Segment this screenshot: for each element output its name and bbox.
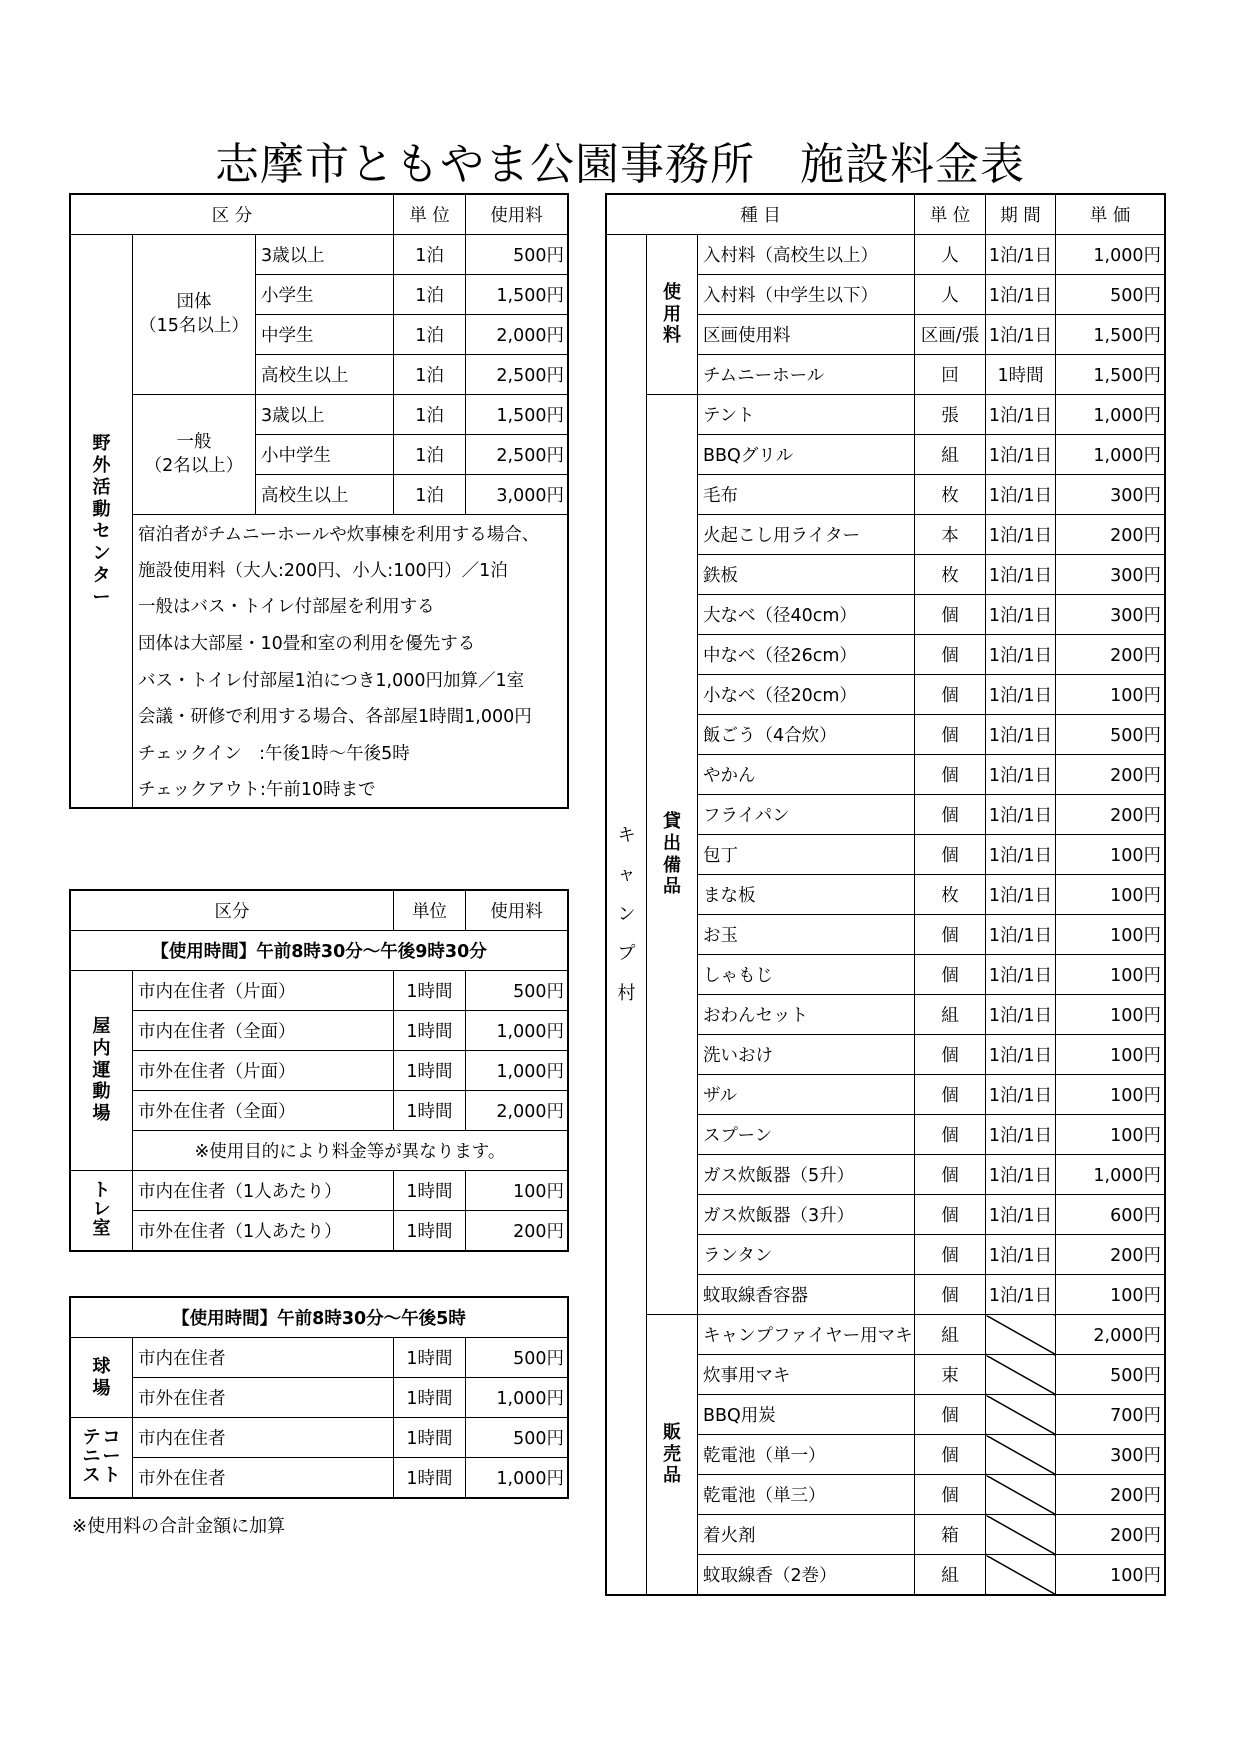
header-row	[71, 195, 568, 235]
item-cell: 炊事用マキ	[698, 1355, 915, 1395]
fee-cell: 1,000円	[466, 1051, 568, 1091]
unit-cell: 個	[915, 675, 986, 715]
item-cell: 着火剤	[698, 1515, 915, 1555]
item-cell: テント	[698, 395, 915, 435]
header-fee: 使用料	[466, 195, 568, 235]
period-cell: 1泊/1日	[986, 835, 1056, 875]
period-empty-cell	[986, 1555, 1056, 1595]
note-text: チェックアウト:午前10時まで	[133, 771, 568, 808]
period-cell: 1泊/1日	[986, 1155, 1056, 1195]
label-char: ン	[92, 542, 111, 564]
unit-cell: 個	[915, 1475, 986, 1515]
period-cell: 1泊/1日	[986, 875, 1056, 915]
section-label-tennis-col1	[71, 1418, 102, 1498]
unit-cell: 箱	[915, 1515, 986, 1555]
unit-cell: 1時間	[394, 1051, 466, 1091]
period-cell: 1泊/1日	[986, 955, 1056, 995]
label-char: 貸	[663, 810, 681, 832]
note-text: チェックイン :午後1時～午後5時	[133, 734, 568, 771]
unit-cell: 個	[915, 595, 986, 635]
label-char: 場	[92, 1103, 111, 1125]
label-char: 料	[663, 325, 681, 347]
unit-cell: 個	[915, 795, 986, 835]
header-period: 期 間	[986, 195, 1056, 235]
unit-cell: 個	[915, 635, 986, 675]
period-empty-cell	[986, 1435, 1056, 1475]
price-cell: 300円	[1056, 1435, 1165, 1475]
price-cell: 100円	[1056, 875, 1165, 915]
label-char: セ	[92, 520, 111, 542]
unit-cell: 1時間	[394, 1338, 466, 1378]
period-cell: 1泊/1日	[986, 915, 1056, 955]
unit-cell: 1時間	[394, 1171, 466, 1211]
label-char: レ	[92, 1199, 111, 1221]
unit-cell: 枚	[915, 555, 986, 595]
unit-cell: 1泊	[394, 355, 466, 395]
price-cell: 100円	[1056, 995, 1165, 1035]
period-empty-cell	[986, 1395, 1056, 1435]
item-cell: おわんセット	[698, 995, 915, 1035]
label-char: ト	[102, 1464, 121, 1486]
price-cell: 500円	[1056, 275, 1165, 315]
hours-row	[71, 1298, 568, 1338]
section-label-outdoor-center	[71, 235, 133, 808]
price-cell: 100円	[1056, 1035, 1165, 1075]
section-label-training-room	[71, 1171, 133, 1251]
period-empty-cell	[986, 1355, 1056, 1395]
unit-cell: 個	[915, 1395, 986, 1435]
fee-cell: 500円	[466, 235, 568, 275]
table-row	[71, 1171, 568, 1211]
fee-cell: 200円	[466, 1211, 568, 1251]
label-char: テ	[82, 1427, 101, 1449]
unit-cell: 回	[915, 355, 986, 395]
price-cell: 100円	[1056, 955, 1165, 995]
unit-cell: 束	[915, 1355, 986, 1395]
label-char: 販	[663, 1421, 681, 1443]
label-char: ン	[617, 903, 636, 925]
note-row	[71, 588, 568, 625]
note-row	[71, 551, 568, 588]
price-cell: 200円	[1056, 795, 1165, 835]
unit-cell: 個	[915, 1115, 986, 1155]
label-char: ャ	[617, 864, 636, 886]
item-cell: 市外在住者	[133, 1378, 394, 1418]
table-row	[71, 235, 568, 275]
note-text: 会議・研修で利用する場合、各部屋1時間1,000円	[133, 697, 568, 734]
usage-hours: 【使用時間】午前8時30分～午後9時30分	[71, 931, 568, 971]
note-text: バス・トイレ付部屋1泊につき1,000円加算／1室	[133, 661, 568, 698]
table-row	[71, 1418, 568, 1458]
item-cell: 毛布	[698, 475, 915, 515]
label-char: 使	[663, 281, 681, 303]
label-char: 内	[92, 1037, 111, 1059]
price-cell: 2,000円	[1056, 1315, 1165, 1355]
item-cell: 小なべ（径20cm）	[698, 675, 915, 715]
table-row	[71, 1091, 568, 1131]
outdoor-center-table	[70, 194, 568, 808]
camp-village-table	[606, 194, 1165, 1595]
label-char: 野	[92, 433, 111, 455]
section-label-rental	[647, 395, 698, 1315]
section-label-usage-fee	[647, 235, 698, 395]
item-cell: やかん	[698, 755, 915, 795]
label-char: 屋	[92, 1015, 111, 1037]
period-cell: 1泊/1日	[986, 595, 1056, 635]
label-char: キ	[617, 824, 636, 846]
period-cell: 1泊/1日	[986, 435, 1056, 475]
item-cell: 洗いおけ	[698, 1035, 915, 1075]
header-unit: 単 位	[394, 195, 466, 235]
label-char: 球	[92, 1355, 111, 1377]
item-cell: 蚊取線香容器	[698, 1275, 915, 1315]
unit-cell: 枚	[915, 875, 986, 915]
section-label-camp-village	[607, 235, 647, 1595]
unit-cell: 組	[915, 1315, 986, 1355]
period-cell: 1泊/1日	[986, 475, 1056, 515]
table-row	[71, 971, 568, 1011]
header-price: 単 価	[1056, 195, 1165, 235]
price-cell: 1,500円	[1056, 315, 1165, 355]
item-cell: 高校生以上	[256, 355, 394, 395]
item-cell: まな板	[698, 875, 915, 915]
label-char: 動	[92, 498, 111, 520]
price-cell: 200円	[1056, 755, 1165, 795]
unit-cell: 個	[915, 955, 986, 995]
item-cell: 乾電池（単三）	[698, 1475, 915, 1515]
note-row	[71, 734, 568, 771]
unit-cell: 個	[915, 1235, 986, 1275]
item-cell: 鉄板	[698, 555, 915, 595]
item-cell: 包丁	[698, 835, 915, 875]
price-cell: 1,000円	[1056, 1155, 1165, 1195]
label-char: プ	[617, 943, 636, 965]
period-cell: 1泊/1日	[986, 1235, 1056, 1275]
price-cell: 300円	[1056, 555, 1165, 595]
price-cell: 100円	[1056, 675, 1165, 715]
note-row	[71, 697, 568, 734]
fee-cell: 1,500円	[466, 275, 568, 315]
section-label-sales	[647, 1315, 698, 1595]
price-cell: 100円	[1056, 1115, 1165, 1155]
period-empty-cell	[986, 1515, 1056, 1555]
period-cell: 1泊/1日	[986, 995, 1056, 1035]
item-cell: 市外在住者（片面）	[133, 1051, 394, 1091]
price-cell: 300円	[1056, 475, 1165, 515]
label-char: タ	[92, 564, 111, 586]
label-char: 運	[92, 1059, 111, 1081]
price-cell: 200円	[1056, 1235, 1165, 1275]
period-cell: 1泊/1日	[986, 555, 1056, 595]
unit-cell: 個	[915, 1195, 986, 1235]
item-cell: スプーン	[698, 1115, 915, 1155]
item-cell: お玉	[698, 915, 915, 955]
unit-cell: 1時間	[394, 1211, 466, 1251]
fee-cell: 1,500円	[466, 395, 568, 435]
table-row	[607, 1315, 1165, 1355]
item-cell: 市外在住者	[133, 1458, 394, 1498]
label-char: 用	[663, 303, 681, 325]
unit-cell: 1泊	[394, 275, 466, 315]
usage-hours: 【使用時間】午前8時30分～午後5時	[71, 1298, 568, 1338]
unit-cell: 個	[915, 1435, 986, 1475]
label-char: 売	[663, 1443, 681, 1465]
section-label-tennis-col2	[102, 1418, 133, 1498]
item-cell: チムニーホール	[698, 355, 915, 395]
label-char: 外	[92, 455, 111, 477]
fee-cell: 2,000円	[466, 1091, 568, 1131]
item-cell: BBQグリル	[698, 435, 915, 475]
unit-cell: 1時間	[394, 1091, 466, 1131]
label-char: 出	[663, 832, 681, 854]
unit-cell: 1泊	[394, 235, 466, 275]
item-cell: 市内在住者（1人あたり）	[133, 1171, 394, 1211]
period-cell: 1泊/1日	[986, 755, 1056, 795]
price-cell: 1,000円	[1056, 435, 1165, 475]
label-char: ニ	[82, 1446, 101, 1468]
price-cell: 100円	[1056, 835, 1165, 875]
label-char: ー	[102, 1446, 121, 1468]
period-cell: 1泊/1日	[986, 1195, 1056, 1235]
unit-cell: 個	[915, 1035, 986, 1075]
unit-cell: 個	[915, 835, 986, 875]
section-label-ball-field	[71, 1338, 133, 1418]
item-cell: 蚊取線香（2巻）	[698, 1555, 915, 1595]
item-cell: 火起こし用ライター	[698, 515, 915, 555]
item-cell: 区画使用料	[698, 315, 915, 355]
table-row	[71, 395, 568, 435]
table-row	[71, 1338, 568, 1378]
item-cell: 大なべ（径40cm）	[698, 595, 915, 635]
unit-cell: 区画/張	[915, 315, 986, 355]
item-cell: 市外在住者（1人あたり）	[133, 1211, 394, 1251]
fee-cell: 3,000円	[466, 475, 568, 515]
period-cell: 1泊/1日	[986, 315, 1056, 355]
header-row	[607, 195, 1165, 235]
group-label	[133, 395, 256, 515]
table-row	[607, 395, 1165, 435]
item-cell: 小中学生	[256, 435, 394, 475]
fee-cell: 500円	[466, 1418, 568, 1458]
header-row	[71, 891, 568, 931]
group-label-line: （2名以上）	[144, 455, 244, 476]
unit-cell: 1泊	[394, 475, 466, 515]
item-cell: ガス炊飯器（5升）	[698, 1155, 915, 1195]
unit-cell: 1時間	[394, 1418, 466, 1458]
period-cell: 1泊/1日	[986, 235, 1056, 275]
item-cell: 入村料（中学生以下）	[698, 275, 915, 315]
item-cell: 市内在住者	[133, 1338, 394, 1378]
item-cell: 市内在住者	[133, 1418, 394, 1458]
group-label	[133, 235, 256, 395]
label-char: 備	[663, 854, 681, 876]
unit-cell: 1泊	[394, 315, 466, 355]
label-char: 品	[663, 876, 681, 898]
section-label-indoor-gym	[71, 971, 133, 1171]
period-cell: 1泊/1日	[986, 1075, 1056, 1115]
unit-cell: 個	[915, 755, 986, 795]
price-cell: 500円	[1056, 715, 1165, 755]
group-label-line: 団体	[176, 291, 212, 312]
period-cell: 1泊/1日	[986, 395, 1056, 435]
price-cell: 1,500円	[1056, 355, 1165, 395]
item-cell: 小学生	[256, 275, 394, 315]
item-cell: 入村料（高校生以上）	[698, 235, 915, 275]
note-row	[71, 771, 568, 808]
table-row	[71, 1378, 568, 1418]
label-char: 品	[663, 1465, 681, 1487]
price-cell: 100円	[1056, 1275, 1165, 1315]
fee-cell: 1,000円	[466, 1458, 568, 1498]
unit-cell: 個	[915, 1155, 986, 1195]
period-cell: 1泊/1日	[986, 715, 1056, 755]
price-cell: 100円	[1056, 1555, 1165, 1595]
item-cell: 市内在住者（全面）	[133, 1011, 394, 1051]
price-cell: 200円	[1056, 1515, 1165, 1555]
header-unit: 単位	[394, 891, 466, 931]
item-cell: キャンプファイヤー用マキ	[698, 1315, 915, 1355]
period-cell: 1泊/1日	[986, 635, 1056, 675]
unit-cell: 1泊	[394, 435, 466, 475]
price-cell: 100円	[1056, 1075, 1165, 1115]
period-cell: 1泊/1日	[986, 275, 1056, 315]
unit-cell: 人	[915, 275, 986, 315]
header-unit: 単 位	[915, 195, 986, 235]
gym-table	[70, 890, 568, 1251]
header-fee: 使用料	[466, 891, 568, 931]
note-text: 一般はバス・トイレ付部屋を利用する	[133, 588, 568, 625]
label-char: コ	[102, 1427, 121, 1449]
field-table	[70, 1297, 568, 1498]
note-text: 宿泊者がチムニーホールや炊事棟を利用する場合、	[133, 515, 568, 552]
period-cell: 1時間	[986, 355, 1056, 395]
item-cell: 中学生	[256, 315, 394, 355]
price-cell: 500円	[1056, 1355, 1165, 1395]
fee-cell: 1,000円	[466, 1378, 568, 1418]
period-cell: 1泊/1日	[986, 795, 1056, 835]
unit-cell: 1時間	[394, 1011, 466, 1051]
note-row	[71, 661, 568, 698]
period-empty-cell	[986, 1315, 1056, 1355]
item-cell: 乾電池（単一）	[698, 1435, 915, 1475]
item-cell: 中なべ（径26cm）	[698, 635, 915, 675]
table-row	[71, 1211, 568, 1251]
table-row	[71, 1458, 568, 1498]
label-char: ト	[92, 1180, 111, 1202]
label-char: 室	[92, 1217, 111, 1239]
price-cell: 200円	[1056, 1475, 1165, 1515]
item-cell: 市外在住者（全面）	[133, 1091, 394, 1131]
header-category: 区分	[71, 891, 394, 931]
price-cell: 600円	[1056, 1195, 1165, 1235]
note-row	[71, 1131, 568, 1171]
unit-cell: 組	[915, 435, 986, 475]
table-row	[71, 1051, 568, 1091]
period-cell: 1泊/1日	[986, 1275, 1056, 1315]
item-cell: ザル	[698, 1075, 915, 1115]
label-char: 村	[617, 982, 636, 1004]
unit-cell: 組	[915, 1555, 986, 1595]
page-title: 志摩市ともやま公園事務所 施設料金表	[215, 139, 1025, 190]
fee-cell: 2,500円	[466, 355, 568, 395]
unit-cell: 1時間	[394, 1378, 466, 1418]
unit-cell: 本	[915, 515, 986, 555]
label-char: ー	[92, 586, 111, 608]
unit-cell: 1時間	[394, 1458, 466, 1498]
price-cell: 200円	[1056, 635, 1165, 675]
item-cell: 3歳以上	[256, 235, 394, 275]
item-cell: 飯ごう（4合炊）	[698, 715, 915, 755]
period-cell: 1泊/1日	[986, 675, 1056, 715]
note-row	[71, 515, 568, 552]
price-cell: 700円	[1056, 1395, 1165, 1435]
item-cell: 市内在住者（片面）	[133, 971, 394, 1011]
period-cell: 1泊/1日	[986, 515, 1056, 555]
unit-cell: 個	[915, 1275, 986, 1315]
group-label-line: （15名以上）	[139, 315, 249, 336]
group-label-line: 一般	[176, 431, 212, 452]
period-cell: 1泊/1日	[986, 1115, 1056, 1155]
item-cell: BBQ用炭	[698, 1395, 915, 1435]
period-empty-cell	[986, 1475, 1056, 1515]
unit-cell: 1時間	[394, 971, 466, 1011]
price-cell: 1,000円	[1056, 235, 1165, 275]
header-item: 種 目	[607, 195, 915, 235]
period-cell: 1泊/1日	[986, 1035, 1056, 1075]
unit-cell: 個	[915, 915, 986, 955]
fee-cell: 500円	[466, 1338, 568, 1378]
note-text: 団体は大部屋・10畳和室の利用を優先する	[133, 624, 568, 661]
price-cell: 200円	[1056, 515, 1165, 555]
table-row	[607, 235, 1165, 275]
item-cell: フライパン	[698, 795, 915, 835]
unit-cell: 個	[915, 1075, 986, 1115]
item-cell: ガス炊飯器（3升）	[698, 1195, 915, 1235]
header-category: 区 分	[71, 195, 394, 235]
fee-cell: 1,000円	[466, 1011, 568, 1051]
item-cell: 高校生以上	[256, 475, 394, 515]
indoor-note: ※使用目的により料金等が異なります。	[133, 1131, 568, 1171]
note-text: 施設使用料（大人:200円、小人:100円）／1泊	[133, 551, 568, 588]
label-char: 場	[92, 1377, 111, 1399]
item-cell: 3歳以上	[256, 395, 394, 435]
item-cell: しゃもじ	[698, 955, 915, 995]
fee-cell: 100円	[466, 1171, 568, 1211]
fee-cell: 2,500円	[466, 435, 568, 475]
item-cell: ランタン	[698, 1235, 915, 1275]
fee-cell: 2,000円	[466, 315, 568, 355]
footnote: ※使用料の合計金額に加算	[72, 1516, 286, 1537]
price-cell: 100円	[1056, 915, 1165, 955]
label-char: 活	[92, 476, 111, 498]
fee-cell: 500円	[466, 971, 568, 1011]
price-cell: 1,000円	[1056, 395, 1165, 435]
table-row	[71, 1011, 568, 1051]
label-char: ス	[82, 1464, 101, 1486]
unit-cell: 人	[915, 235, 986, 275]
unit-cell: 枚	[915, 475, 986, 515]
unit-cell: 1泊	[394, 395, 466, 435]
unit-cell: 組	[915, 995, 986, 1035]
price-cell: 300円	[1056, 595, 1165, 635]
note-row	[71, 624, 568, 661]
unit-cell: 張	[915, 395, 986, 435]
hours-row	[71, 931, 568, 971]
label-char: 動	[92, 1081, 111, 1103]
unit-cell: 個	[915, 715, 986, 755]
